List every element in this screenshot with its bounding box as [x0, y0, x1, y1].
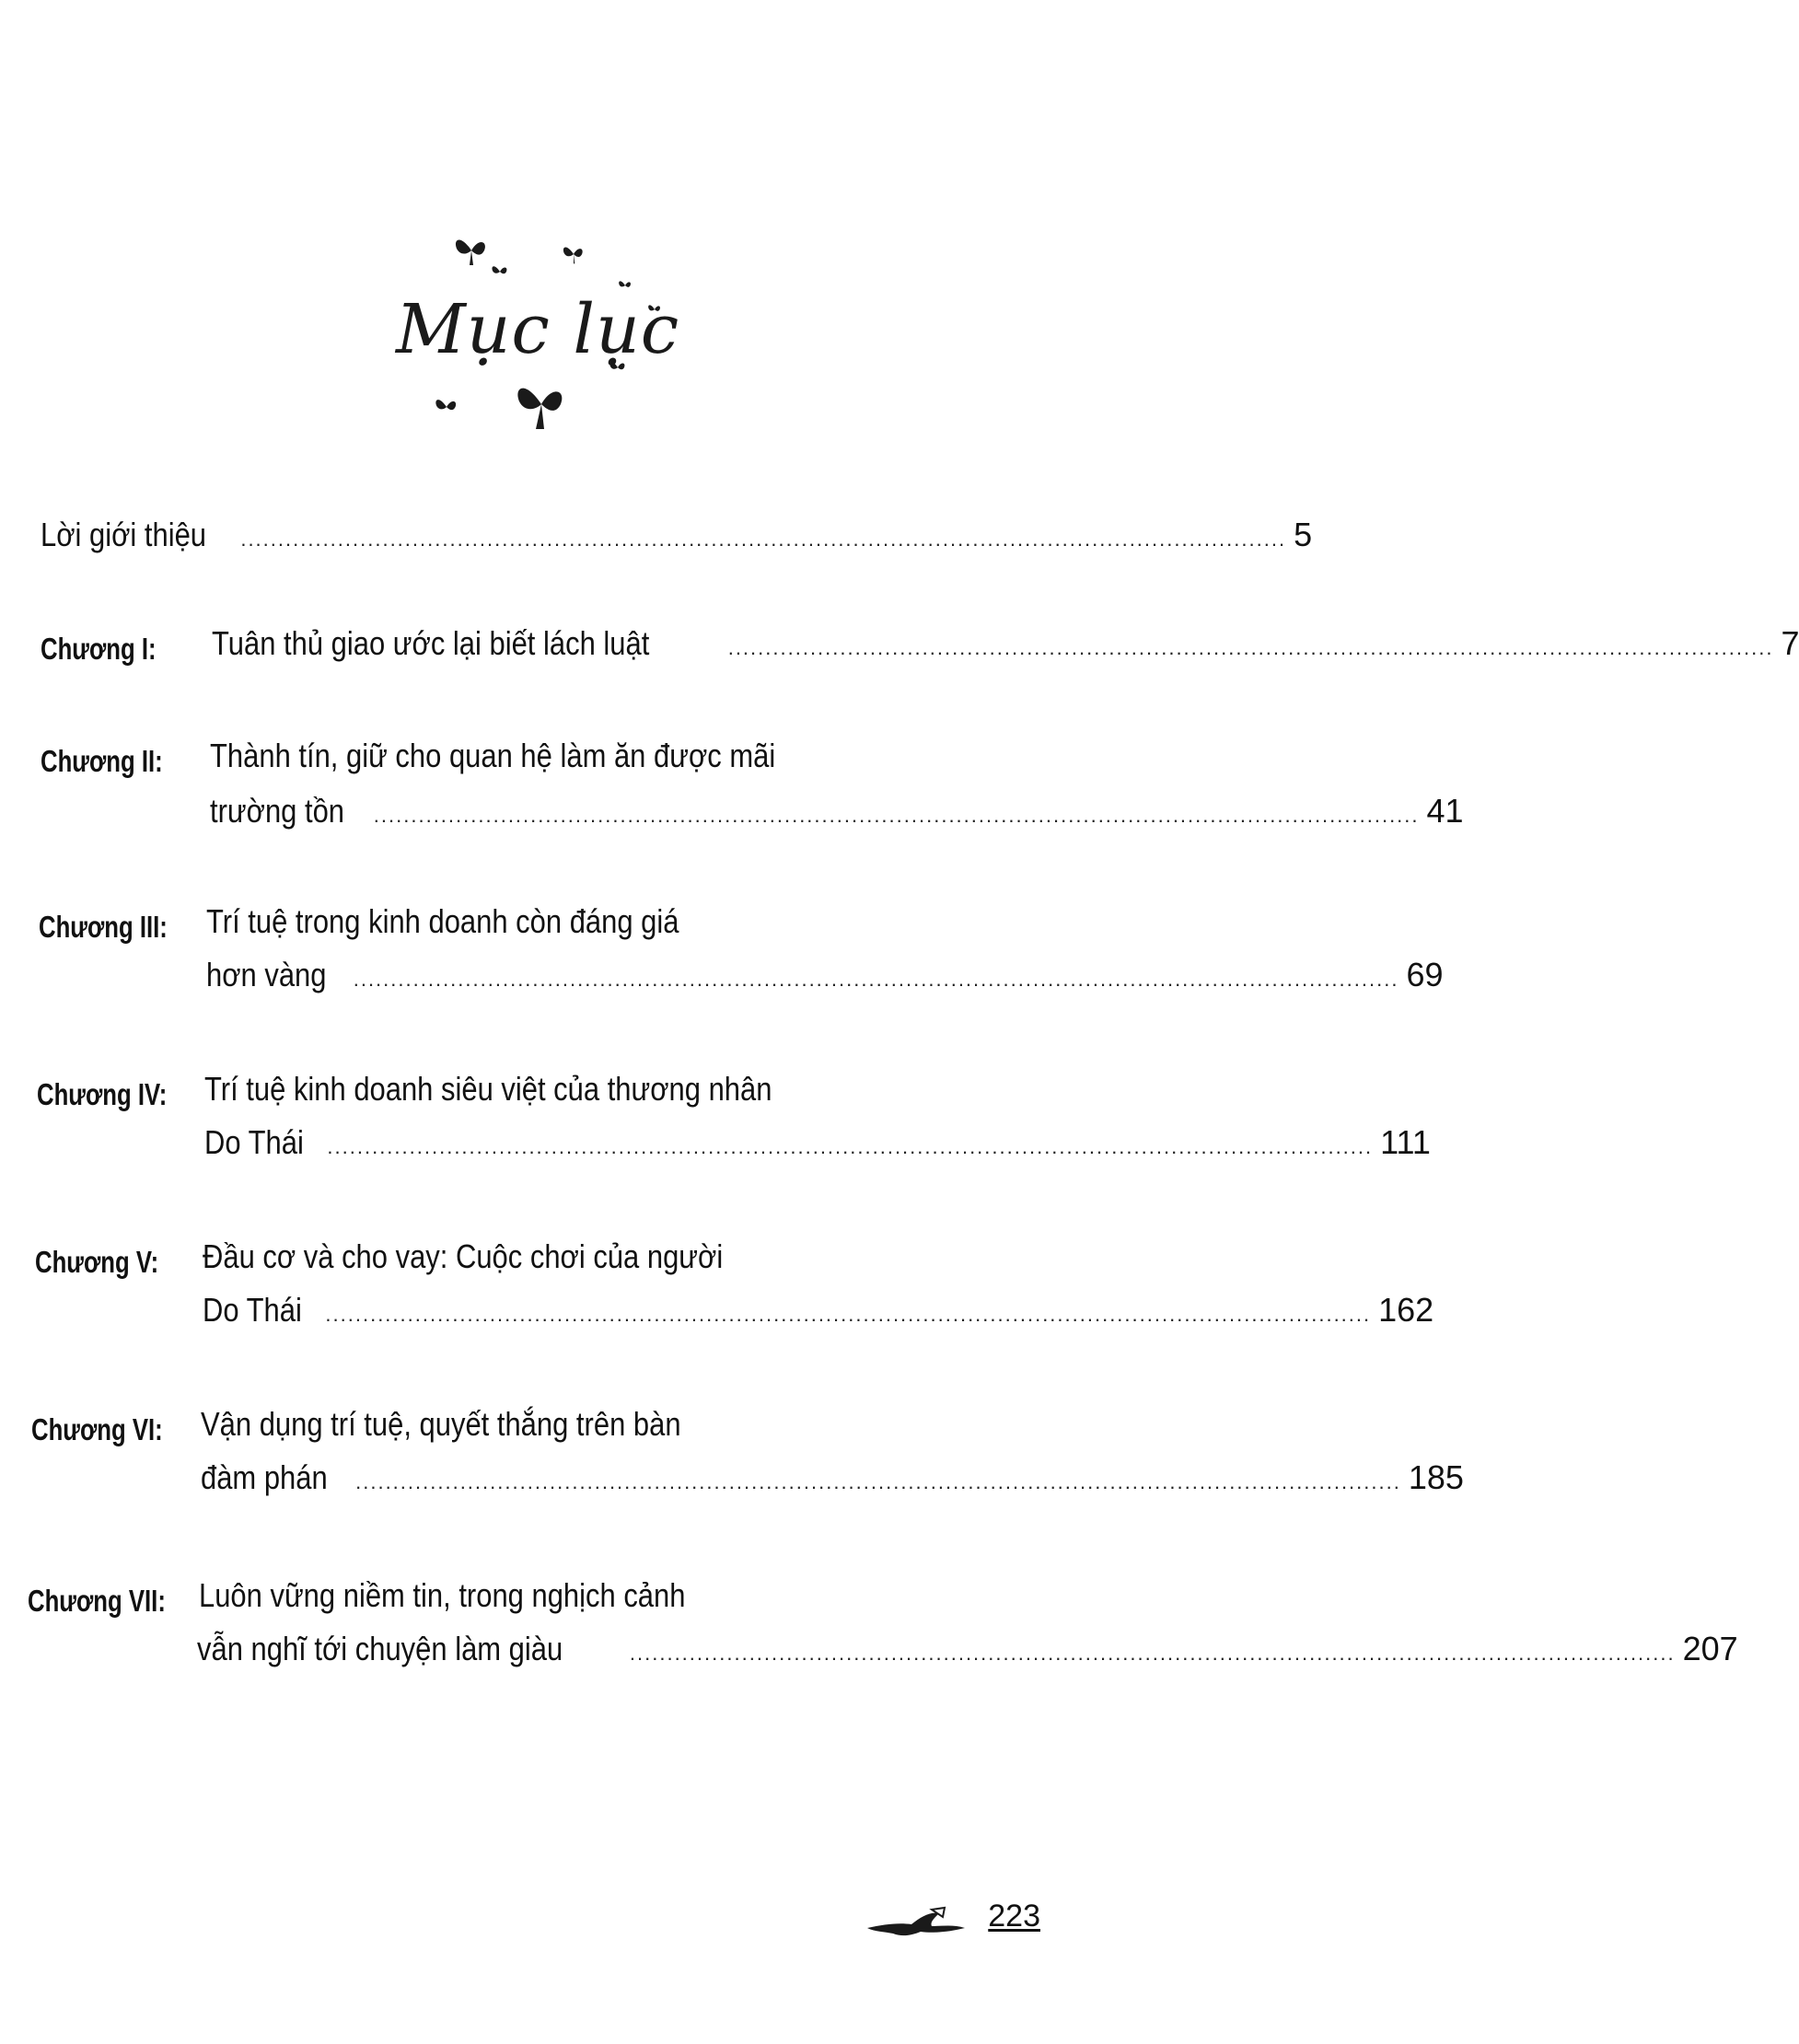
- toc-page-number: 41: [1426, 792, 1464, 830]
- butterfly-icon: [557, 242, 590, 266]
- toc-line: [201, 1405, 759, 1444]
- toc-line: [201, 1458, 1464, 1497]
- toc-line: [212, 624, 1799, 663]
- bird-ornament-icon: [865, 1906, 967, 1939]
- toc-entry-title: Lời giới thiệu: [41, 516, 207, 553]
- dot-leader: ............................................................................................................................................: [629, 1642, 1676, 1665]
- butterfly-icon: [490, 262, 510, 281]
- toc-entry-title-cont: Do Thái: [204, 1123, 304, 1161]
- dot-leader: ............................................................................................................................................: [353, 968, 1399, 991]
- page-title: Mục lục: [396, 290, 680, 369]
- chapter-label: Chương V:: [35, 1245, 159, 1279]
- chapter-label: Chương I:: [41, 632, 157, 666]
- toc-page-number: 185: [1408, 1458, 1464, 1496]
- toc-entry-title: Trí tuệ kinh doanh siêu việt của thương nhân: [204, 1070, 772, 1108]
- toc-entry-title-cont: đàm phán: [201, 1458, 328, 1496]
- butterfly-icon: [433, 394, 460, 420]
- toc-line: [206, 956, 1444, 994]
- toc-entry-title: Tuân thủ giao ước lại biết lách luật: [212, 624, 650, 662]
- toc-page-number: 69: [1406, 956, 1444, 993]
- toc-line: [203, 1291, 1434, 1330]
- dot-leader: ............................................................................................................................................: [373, 804, 1420, 827]
- chapter-label: Chương IV:: [37, 1077, 168, 1111]
- toc-page-number: 162: [1378, 1291, 1434, 1329]
- dot-leader: ............................................................................................................................................: [325, 1303, 1372, 1326]
- dot-leader: ............................................................................................................................................: [327, 1135, 1374, 1158]
- toc-line: [199, 1576, 765, 1615]
- toc-entry-title-cont: Do Thái: [203, 1291, 302, 1329]
- toc-entry-title: Thành tín, giữ cho quan hệ làm ăn được mãi: [210, 737, 776, 774]
- toc-page-number: 7: [1781, 624, 1799, 662]
- chapter-label: Chương VII:: [28, 1584, 166, 1618]
- toc-line: [41, 516, 1313, 554]
- toc-entry-title: Vận dụng trí tuệ, quyết thắng trên bàn: [201, 1405, 681, 1443]
- dot-leader: ............................................................................................................................................: [240, 528, 1287, 551]
- toc-entry-title-cont: hơn vàng: [206, 956, 327, 993]
- toc-entry-title: Trí tuệ trong kinh doanh còn đáng giá: [206, 902, 679, 940]
- toc-entry-title-cont: vẫn nghĩ tới chuyện làm giàu: [197, 1630, 563, 1667]
- butterfly-icon: [511, 373, 572, 436]
- chapter-label: Chương III:: [39, 910, 168, 944]
- toc-line: [206, 902, 756, 941]
- toc-line: [204, 1070, 865, 1109]
- toc-line: [197, 1630, 1738, 1668]
- dot-leader: ............................................................................................................................................: [727, 636, 1774, 659]
- toc-page-number: 5: [1294, 516, 1313, 553]
- toc-line: [204, 1123, 1431, 1162]
- chapter-label: Chương VI:: [31, 1412, 163, 1446]
- toc-entry-title-cont: trường tồn: [210, 792, 345, 830]
- toc-line: [210, 792, 1464, 830]
- butterfly-icon: [451, 232, 492, 269]
- toc-page-number: 111: [1380, 1123, 1431, 1161]
- toc-page-number: 207: [1682, 1630, 1738, 1667]
- toc-entry-title: Đầu cơ và cho vay: Cuộc chơi của người: [203, 1237, 724, 1275]
- chapter-label: Chương II:: [41, 744, 163, 778]
- dot-leader: ............................................................................................................................................: [355, 1470, 1401, 1493]
- toc-line: [210, 737, 867, 775]
- title-block: [350, 212, 718, 442]
- toc-entry-title: Luôn vững niềm tin, trong nghịch cảnh: [199, 1576, 686, 1614]
- page-number: 223: [988, 1899, 1040, 1934]
- toc-line: [203, 1237, 807, 1276]
- page-footer: [865, 1897, 1040, 1943]
